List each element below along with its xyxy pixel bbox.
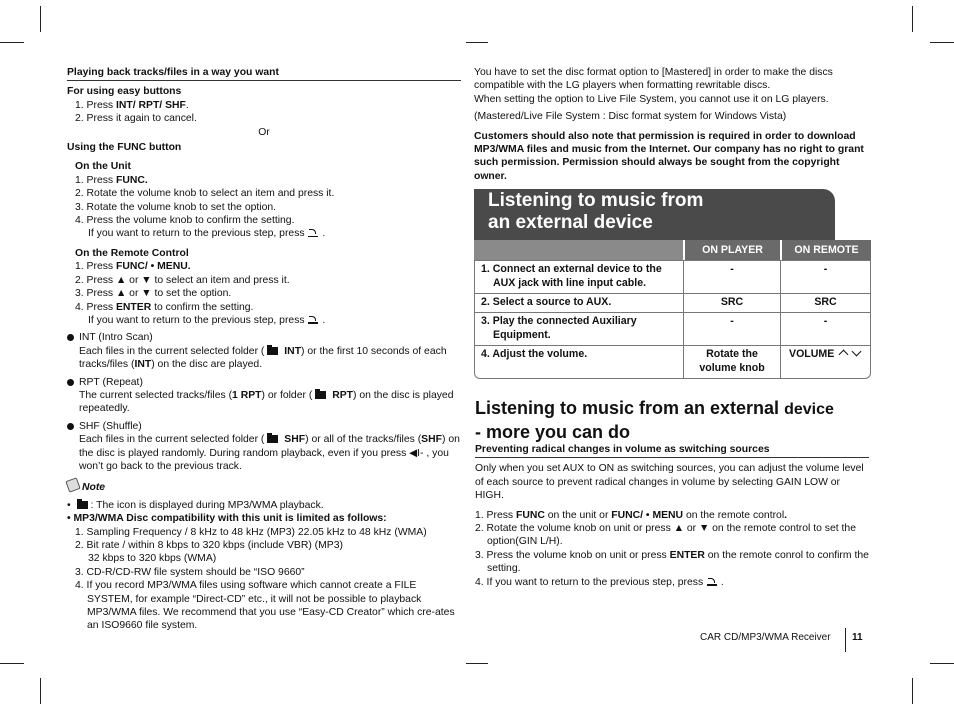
player-cell: Rotate the volume knob xyxy=(683,345,780,379)
unit-step-1: 1. Press FUNC. xyxy=(75,174,148,186)
remote-step-4: 4. Press ENTER to confirm the setting. xyxy=(75,301,254,313)
player-cell: - xyxy=(683,312,780,345)
note-2c: 3. CD-R/CD-RW file system should be “ISO 9660” xyxy=(75,566,305,578)
banner-line-2: an external device xyxy=(488,212,653,233)
step-cell: 4. Adjust the volume. xyxy=(474,345,683,379)
aux-steps-table xyxy=(474,240,871,379)
rpt-title: RPT (Repeat) xyxy=(79,376,143,388)
unit-step-3: 3. Rotate the volume knob to set the option. xyxy=(75,201,277,213)
unit-return: If you want to return to the previous step, press . xyxy=(88,228,326,240)
table-row xyxy=(474,293,871,312)
crop-mark xyxy=(930,663,954,664)
func-button-title: Using the FUNC button xyxy=(67,142,182,154)
remote-step-3: 3. Press ▲ or ▼ to set the option. xyxy=(75,288,232,300)
crop-mark-center xyxy=(466,42,488,43)
bullet-icon xyxy=(67,334,74,341)
folder-icon xyxy=(267,435,278,443)
page-number: 11 xyxy=(852,632,863,643)
banner-line-1: Listening to music from xyxy=(488,190,704,211)
step-cell: 1. Connect an external device to the AUX jack with line input cable. xyxy=(474,260,683,293)
return-icon xyxy=(706,578,718,586)
more-heading: Listening to music from an external device - more you can do xyxy=(475,398,834,442)
unit-step-4: 4. Press the volume knob to confirm the setting. xyxy=(75,215,295,227)
footer-divider xyxy=(845,628,846,652)
bullet-icon xyxy=(67,379,74,386)
bullet-icon xyxy=(67,423,74,430)
table-row xyxy=(474,345,871,379)
table-row xyxy=(474,260,871,293)
gain-step-3: 3. Press the volume knob on unit or press ENTER on the remote conrol to confirm the setting. xyxy=(475,549,869,575)
table-header xyxy=(474,240,871,260)
remote-return: If you want to return to the previous step, press . xyxy=(88,314,326,326)
rpt-desc: The current selected tracks/files (1 RPT) or folder ( RPT) on the disc is played repeatedly. xyxy=(79,389,454,415)
unit-title: On the Unit xyxy=(75,161,131,173)
or-label: Or xyxy=(258,126,270,138)
note-2d: 4. If you record MP3/WMA files using software which cannot create a FILE SYSTEM, for example “Direct-CD” etc., it will not be possible to playback MP3/WMA files. We recommend that you use “Easy-CD Creator” which cre-ates an ISO9660 file system. xyxy=(75,580,455,632)
crop-mark xyxy=(40,6,41,32)
note-2b-wma: 32 kbps to 320 kbps (WMA) xyxy=(88,553,217,565)
right-column-top xyxy=(474,66,870,183)
remote-title: On the Remote Control xyxy=(75,247,189,259)
crop-mark-center xyxy=(466,663,488,664)
unit-step-2: 2. Rotate the volume knob to select an item and press it. xyxy=(75,188,335,200)
gain-step-4: 4. If you want to return to the previous step, press . xyxy=(475,576,724,588)
note-header: Note xyxy=(67,479,461,494)
return-icon xyxy=(307,229,319,237)
folder-icon xyxy=(315,391,326,399)
shf-item xyxy=(67,420,461,474)
crop-mark xyxy=(40,678,41,704)
note-2a: 1. Sampling Frequency / 8 kHz to 48 kHz (MP3) 22.05 kHz to 48 kHz (WMA) xyxy=(75,526,427,538)
section-title: Playing back tracks/files in a way you want xyxy=(67,66,461,81)
remote-cell: SRC xyxy=(780,293,871,312)
left-column xyxy=(67,66,461,633)
crop-mark xyxy=(0,42,24,43)
gain-subtitle: Preventing radical changes in volume as switching sources xyxy=(475,443,869,458)
remote-step-1: 1. Press FUNC/ • MENU. xyxy=(75,261,191,273)
mastered-paragraph: You have to set the disc format option to [Mastered] in order to make the discs compatible with the LG players when formatting rewritable discs. xyxy=(474,67,833,92)
header-blank xyxy=(474,240,683,260)
right-column-lower xyxy=(475,443,869,589)
int-title: INT (Intro Scan) xyxy=(79,332,153,344)
folder-icon xyxy=(267,347,278,355)
crop-mark xyxy=(930,42,954,43)
section-banner xyxy=(474,189,835,241)
gain-step-2: 2. Rotate the volume knob on unit or press ▲ or ▼ on the remote control to set the option(GIN L/H). xyxy=(475,523,856,548)
disc-format-note: (Mastered/Live File System : Disc format system for Windows Vista) xyxy=(474,111,787,123)
gain-step-1: 1. Press FUNC on the unit or FUNC/ • MENU on the remote control. xyxy=(475,509,788,521)
easy-step-1: 1. Press INT/ RPT/ SHF. xyxy=(75,99,189,111)
player-cell: SRC xyxy=(683,293,780,312)
remote-cell: - xyxy=(780,312,871,345)
live-file-paragraph: When setting the option to Live File System, you cannot use it on LG players. xyxy=(474,93,829,105)
header-on-remote: ON REMOTE xyxy=(780,240,871,260)
shf-title: SHF (Shuffle) xyxy=(79,420,142,432)
remote-step-2: 2. Press ▲ or ▼ to select an item and press it. xyxy=(75,274,290,286)
rpt-item xyxy=(67,376,461,416)
note-2b: 2. Bit rate / within 8 kbps to 320 kbps (include VBR) (MP3) xyxy=(75,540,343,551)
gain-intro: Only when you set AUX to ON as switching sources, you can adjust the volume level of each source to prevent radical changes in volume by selecting GAIN LOW or HIGH. xyxy=(475,463,864,502)
return-icon xyxy=(307,316,319,324)
crop-mark xyxy=(0,663,24,664)
header-on-player: ON PLAYER xyxy=(683,240,780,260)
easy-buttons-title: For using easy buttons xyxy=(67,86,182,98)
table-row xyxy=(474,312,871,345)
copyright-paragraph: Customers should also note that permission is required in order to download MP3/WMA files and music from the Internet. Our company has no right to grant such permission. Permission should always be sought from the copyright owner. xyxy=(474,130,864,182)
footer-title: CAR CD/MP3/WMA Receiver xyxy=(700,632,831,643)
step-cell: 2. Select a source to AUX. xyxy=(474,293,683,312)
crop-mark xyxy=(912,6,913,32)
remote-cell: VOLUME xyxy=(780,345,871,379)
chevron-up-icon xyxy=(839,350,849,360)
chevron-down-icon xyxy=(852,347,862,357)
shf-desc: Each files in the current selected folder ( SHF) or all of the tracks/files (SHF) on the disc is played randomly. During random playback, even if you press ◀I- , you won’t go back to the previous track. xyxy=(79,434,460,472)
note-1: • : The icon is displayed during MP3/WMA playback. xyxy=(67,499,324,511)
step-cell: 3. Play the connected Auxiliary Equipment. xyxy=(474,312,683,345)
crop-mark xyxy=(912,678,913,704)
folder-icon xyxy=(77,501,88,509)
note-2: • MP3/WMA Disc compatibility with this unit is limited as follows: xyxy=(67,513,387,525)
easy-step-2: 2. Press it again to cancel. xyxy=(75,113,197,125)
remote-cell: - xyxy=(780,260,871,293)
int-desc: Each files in the current selected folder ( INT) or the first 10 seconds of each tracks/files (INT) on the disc are played. xyxy=(79,345,447,371)
int-item xyxy=(67,331,461,371)
player-cell: - xyxy=(683,260,780,293)
note-pencil-icon xyxy=(65,478,80,493)
